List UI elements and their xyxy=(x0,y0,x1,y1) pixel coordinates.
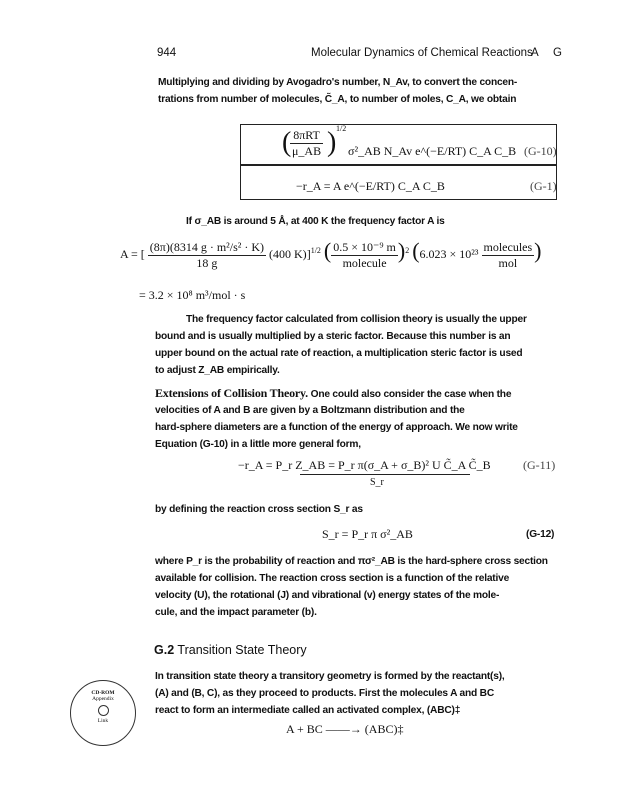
freq-frac2-den: molecule xyxy=(342,255,387,270)
equation-g12-number: (G-12) xyxy=(526,529,555,540)
para6-line1: In transition state theory a transitory geometry is formed by the reactant(s), xyxy=(155,671,505,682)
equation-g10-bracket-close: ) xyxy=(327,127,337,158)
frequency-equation: A = [ $\frac{\text{(8π)(8314 g · m²/s² · K)}}{18 g}$ (400 K)]$^{1/2}$ ( $\frac{\text{0.5 × 10⁻⁹ m}}{\text{molecule}}$ )$^2$ (6.023 × 10²³ $\frac{\text{molecules}}{\text{mol}}$ ) xyxy=(120,238,542,270)
para2-text: If σ_AB is around 5 Å, at 400 K the frequency factor A is xyxy=(186,216,445,227)
g10-den: μ_AB xyxy=(292,144,322,158)
para3-line4: to adjust Z_AB empirically. xyxy=(155,365,280,376)
equation-g11-denominator: S_r xyxy=(370,477,384,488)
equation-g11-fraction-bar xyxy=(300,474,470,475)
frequency-result: = 3.2 × 10⁸ m³/mol · s xyxy=(139,288,246,302)
freq-frac3-den: mol xyxy=(498,255,518,270)
section-number: G.2 xyxy=(154,643,175,657)
equation-g11: −r_A = P_r Z_AB = P_r π(σ_A + σ_B)² U C̃_A C̃_B xyxy=(238,458,491,472)
equation-g10-number: (G-10) xyxy=(524,144,557,158)
para5-line3: velocity (U), the rotational (J) and vibrational (v) energy states of the mole- xyxy=(155,590,500,601)
para6-line3: react to form an intermediate called an activated complex, (ABC)‡ xyxy=(155,705,461,716)
badge-line1: CD-ROM xyxy=(91,690,115,696)
equation-g10-power: 1/2 xyxy=(336,124,347,133)
para3-line2: bound and is usually multiplied by a steric factor. Because this number is an xyxy=(155,331,511,342)
freq-temp: (400 K) xyxy=(269,247,307,261)
equation-g1-text: −r_A = A e^(−E/RT) C_A C_B xyxy=(296,179,445,193)
running-title: Molecular Dynamics of Chemical Reactions xyxy=(311,47,533,59)
chapter-letter: A xyxy=(531,47,539,59)
equation-g10-rest: σ²_AB N_Av e^(−E/RT) C_A C_B xyxy=(348,144,517,158)
para3-line1: The frequency factor calculated from collision theory is usually the upper xyxy=(186,314,527,325)
extensions-line3: hard-sphere diameters are a function of the energy of approach. We now write xyxy=(155,422,518,433)
equation-g1-number: (G-1) xyxy=(530,179,557,193)
extensions-line1 xyxy=(155,385,511,403)
final-equation: A + BC ——→ (ABC)‡ xyxy=(286,722,404,736)
extensions-line1-text: One could also consider the case when the xyxy=(310,389,512,400)
freq-power: 1/2 xyxy=(310,246,321,255)
page-number: 944 xyxy=(157,47,177,59)
freq-prefix: A = [ xyxy=(120,247,145,261)
freq-avogadro: 6.023 × 10²³ xyxy=(419,247,479,261)
equation-g11-number: (G-11) xyxy=(523,458,556,472)
equation-g10-lhs xyxy=(290,128,323,159)
extensions-line2: velocities of A and B are given by a Boltzmann distribution and the xyxy=(155,405,465,416)
para5-line4: cule, and the impact parameter (b). xyxy=(155,607,317,618)
freq-frac2-num: 0.5 × 10⁻⁹ m xyxy=(333,239,396,254)
badge-line3: Link xyxy=(97,718,109,724)
freq-frac1-den: 18 g xyxy=(196,255,218,270)
equation-g12: S_r = P_r π σ²_AB xyxy=(322,527,413,541)
extensions-line4: Equation (G-10) in a little more general form, xyxy=(155,439,361,450)
extensions-title: Extensions of Collision Theory. xyxy=(155,386,308,400)
para6-line2: (A) and (B, C), as they proceed to products. First the molecules A and BC xyxy=(155,688,494,699)
freq-frac3-num: molecules xyxy=(483,239,533,254)
para1-line2: trations from number of molecules, C̃_A, to number of moles, C_A, we obtain xyxy=(158,94,517,105)
section-heading xyxy=(154,643,307,657)
para4-text: by defining the reaction cross section S_r as xyxy=(155,504,363,515)
badge-line2: Appendix xyxy=(92,696,114,702)
para5-line2: available for collision. The reaction cross section is a function of the relative xyxy=(155,573,510,584)
para1-line1: Multiplying and dividing by Avogadro's number, N_Av, to convert the concen- xyxy=(158,77,518,88)
para5-line1: where P_r is the probability of reaction and πσ²_AB is the hard-sphere cross section xyxy=(155,556,548,567)
freq-frac1-num: (8π)(8314 g · m²/s² · K) xyxy=(149,239,265,254)
cd-disc-icon xyxy=(98,705,109,716)
para3-line3: upper bound on the actual rate of reaction, a multiplication steric factor is used xyxy=(155,348,523,359)
section-title: Transition State Theory xyxy=(177,643,307,657)
appendix-letter: G xyxy=(553,47,562,59)
equation-g10-bracket: ( xyxy=(282,127,292,158)
g10-num: 8πRT xyxy=(290,128,323,144)
cd-rom-appendix-badge[interactable] xyxy=(70,680,136,746)
